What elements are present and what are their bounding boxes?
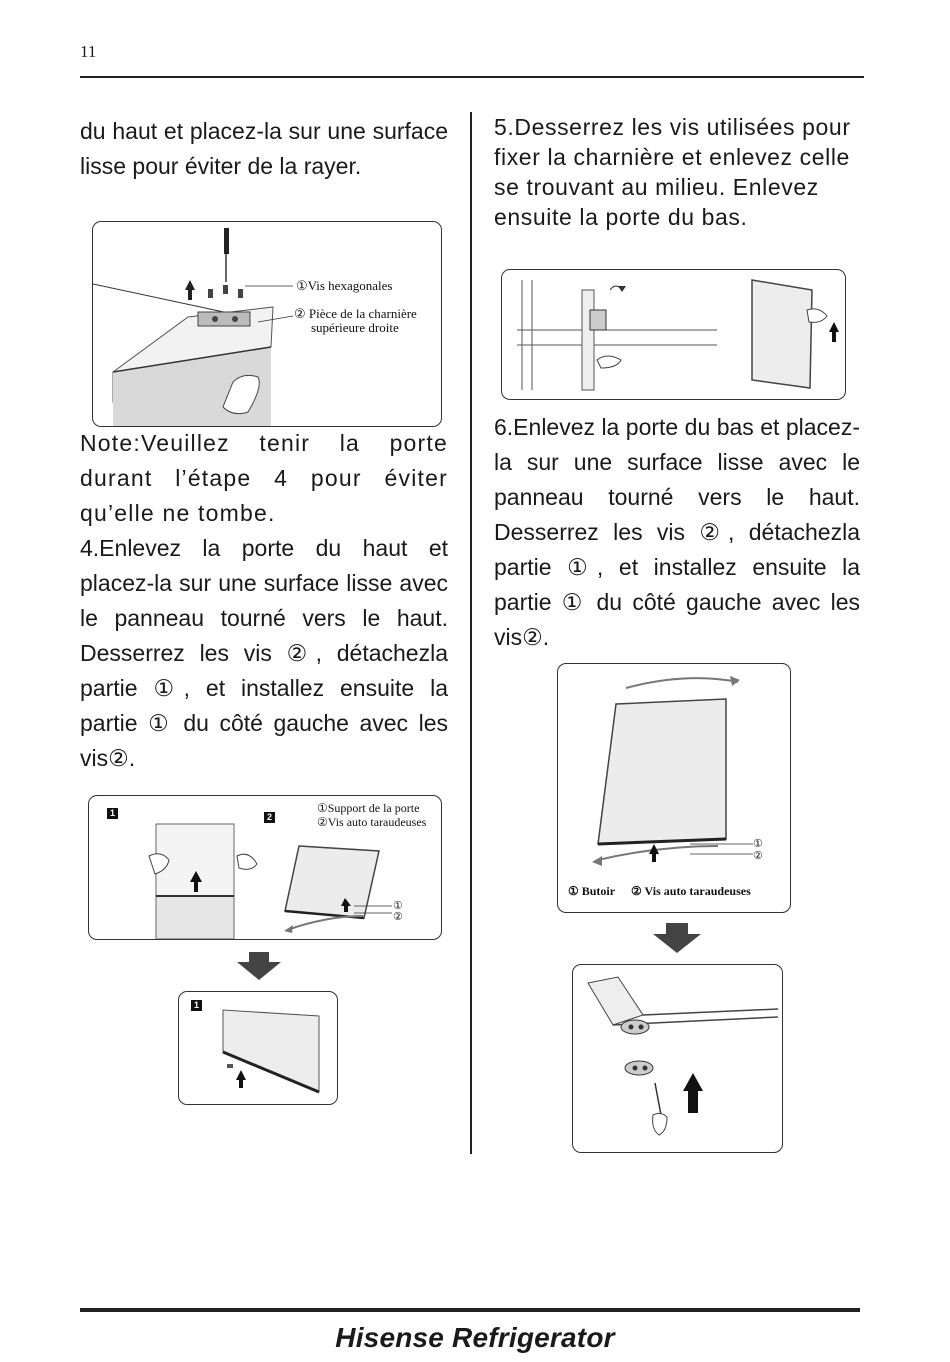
- fig1-label-hex-screws: ①Vis hexagonales: [296, 278, 393, 293]
- fig1-label-hinge-part: ② Pièce de la charnière: [294, 306, 417, 321]
- header-rule: [80, 76, 864, 78]
- bottom-door-bracket-illustration: [558, 664, 790, 912]
- fig5-caption-stopper: ① Butoir: [568, 884, 616, 898]
- fig5-marker-2: ②: [753, 850, 763, 862]
- fig2-marker-1: ①: [393, 900, 403, 912]
- fig5-caption-screws: ② Vis auto taraudeuses: [631, 884, 751, 898]
- step4-text: 4.Enlevez la porte du haut et placez-la sur une surface lisse avec le panneau tourné vers le haut. Desserrez les vis ②, détachezla partie ①, et installez ensuite la partie ① du côté gauche avec les vis②.: [80, 535, 448, 771]
- column-divider: [470, 112, 472, 1154]
- fig2-marker-2: ②: [393, 911, 403, 923]
- figure-middle-hinge: [501, 269, 846, 400]
- footer-rule: [80, 1308, 860, 1312]
- bottom-door-installed-illustration: [573, 965, 782, 1152]
- fig1-label-hinge-part-cont: supérieure droite: [311, 320, 399, 335]
- note-text: Note:Veuillez tenir la porte durant l’étape 4 pour éviter qu’elle ne tombe.: [80, 430, 448, 526]
- fig2-label-door-support: ①Support de la porte: [317, 801, 420, 815]
- step6-text: 6.Enlevez la porte du bas et placez-la sur une surface lisse avec le panneau tourné vers le haut. Desserrez les vis ②, détachezla partie ①, et installez ensuite la partie ① du côté gauche avec les vis②.: [494, 414, 860, 650]
- figure-bottom-door-installed: [572, 964, 783, 1153]
- page-number: 11: [80, 42, 97, 61]
- fig2-step-badge-2: 2: [264, 812, 275, 823]
- figure-top-door-bracket: [88, 795, 442, 940]
- intro-text: du haut et placez-la sur une surface lisse pour éviter de la rayer.: [80, 118, 448, 179]
- down-arrow-icon-2: [653, 923, 701, 955]
- fig2-step-badge-1: 1: [107, 808, 118, 819]
- figure-top-door-installed: [178, 991, 338, 1105]
- door-installed-illustration: [179, 992, 337, 1104]
- step5-text: 5.Desserrez les vis utilisées pour fixer la charnière et enlevez celle se trouvant au milieu. Enlevez ensuite la porte du bas.: [494, 114, 851, 230]
- fig5-marker-1: ①: [753, 838, 763, 850]
- fig3-step-badge-1: 1: [191, 1000, 202, 1011]
- figure-bottom-door-bracket: [557, 663, 791, 913]
- figure-top-hinge: [92, 221, 442, 427]
- brand-footer: Hisense Refrigerator: [335, 1322, 615, 1353]
- fig2-label-screws: ②Vis auto taraudeuses: [317, 815, 427, 829]
- down-arrow-icon: [237, 952, 281, 982]
- middle-hinge-illustration: [502, 270, 845, 399]
